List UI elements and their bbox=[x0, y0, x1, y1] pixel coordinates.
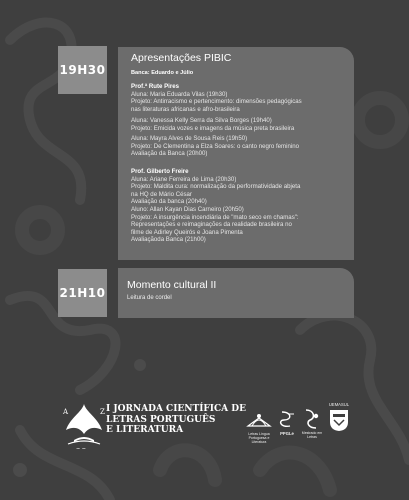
svg-text:Z: Z bbox=[100, 408, 105, 416]
partner-letras-portugues bbox=[244, 410, 274, 444]
partner-uemasul bbox=[328, 402, 350, 434]
session-title: Momento cultural II bbox=[127, 279, 217, 291]
project-line: Projeto: Emicida vozes e imagens da música preta brasileira bbox=[131, 124, 295, 132]
mestrado-icon bbox=[300, 408, 324, 430]
time-badge-1930 bbox=[58, 46, 107, 94]
student-line: Aluna: Mayra Alves de Sousa Reis (19h50) bbox=[131, 135, 248, 142]
jornada-title bbox=[106, 404, 246, 436]
session-title: Apresentações PIBIC bbox=[131, 52, 232, 64]
evaluation-line: Avaliação da banca (20h40) bbox=[131, 198, 207, 206]
svg-text:A: A bbox=[63, 408, 69, 416]
jornada-title-line: LETRAS PORTUGUÊS bbox=[106, 414, 216, 425]
jornada-title-line: E LITERATURA bbox=[106, 425, 184, 435]
session-subtitle: Leitura de cordel bbox=[127, 295, 172, 301]
student-line: Aluno: Allan Kayan Dias Carneiro (20h50) bbox=[131, 205, 244, 213]
banca-label: Banca: Eduardo e Júlio bbox=[131, 70, 194, 76]
professor-name: Prof.ª Rute Pires bbox=[131, 83, 179, 90]
partner-caption: Mestrado em Letras bbox=[301, 431, 323, 439]
project-line: na HQ de Mário César bbox=[131, 190, 192, 198]
time-label: 21H10 bbox=[59, 286, 106, 300]
presentation-group-3 bbox=[131, 135, 349, 158]
partner-ppgle bbox=[276, 408, 298, 438]
student-line: Aluna: Maria Eduarda Vilas (19h30) bbox=[131, 90, 228, 98]
partner-caption: UEMASUL bbox=[328, 402, 350, 407]
jornada-title-line: I JORNADA CIENTÍFICA DE bbox=[106, 404, 246, 414]
project-line: Projeto: A insurgência incendiária de "mato seco em chamas": bbox=[131, 213, 299, 221]
time-label: 19H30 bbox=[59, 63, 106, 77]
evaluation-line: Avaliação da Banca (20h00) bbox=[131, 150, 208, 158]
project-line: Representações e reimaginações da realidade brasileira no bbox=[131, 221, 292, 229]
letras-portugues-icon bbox=[244, 410, 274, 430]
professor-name: Prof. Gilberto Freire bbox=[131, 168, 189, 175]
time-badge-2110 bbox=[58, 269, 107, 317]
partner-caption: Letras Língua Portuguesa e Literatura bbox=[248, 432, 270, 444]
partner-mestrado bbox=[300, 408, 324, 438]
project-line: nas literaturas africanas e afro-brasileira bbox=[131, 105, 240, 113]
presentation-group-2 bbox=[131, 117, 349, 132]
project-line: Projeto: Maldita cura: normalização da performatividade abjeta bbox=[131, 183, 301, 191]
project-line: Projeto: Antirracismo e pertencimento: dimensões pedagógicas bbox=[131, 98, 302, 106]
partner-caption: PPGLe bbox=[280, 431, 294, 436]
svg-text:~ ~: ~ ~ bbox=[76, 446, 86, 450]
student-line: Aluna: Ariane Ferreira de Lima (20h30) bbox=[131, 175, 237, 183]
presentation-group-4 bbox=[131, 168, 349, 244]
presentation-group-1 bbox=[131, 83, 349, 113]
session-panel-cultural bbox=[118, 268, 354, 318]
evaluation-line: Avaliaçãoda Banca (21h00) bbox=[131, 236, 206, 244]
project-line: filme de Adirley Queirós e Joana Pimenta bbox=[131, 228, 243, 236]
ppgle-icon bbox=[276, 408, 298, 430]
uemasul-icon bbox=[328, 408, 350, 432]
project-line: Projeto: De Clementina a Elza Soares: o canto negro feminino bbox=[131, 142, 300, 150]
student-line: Aluna: Vanessa Kelly Serra da Silva Borges (19h40) bbox=[131, 117, 272, 124]
